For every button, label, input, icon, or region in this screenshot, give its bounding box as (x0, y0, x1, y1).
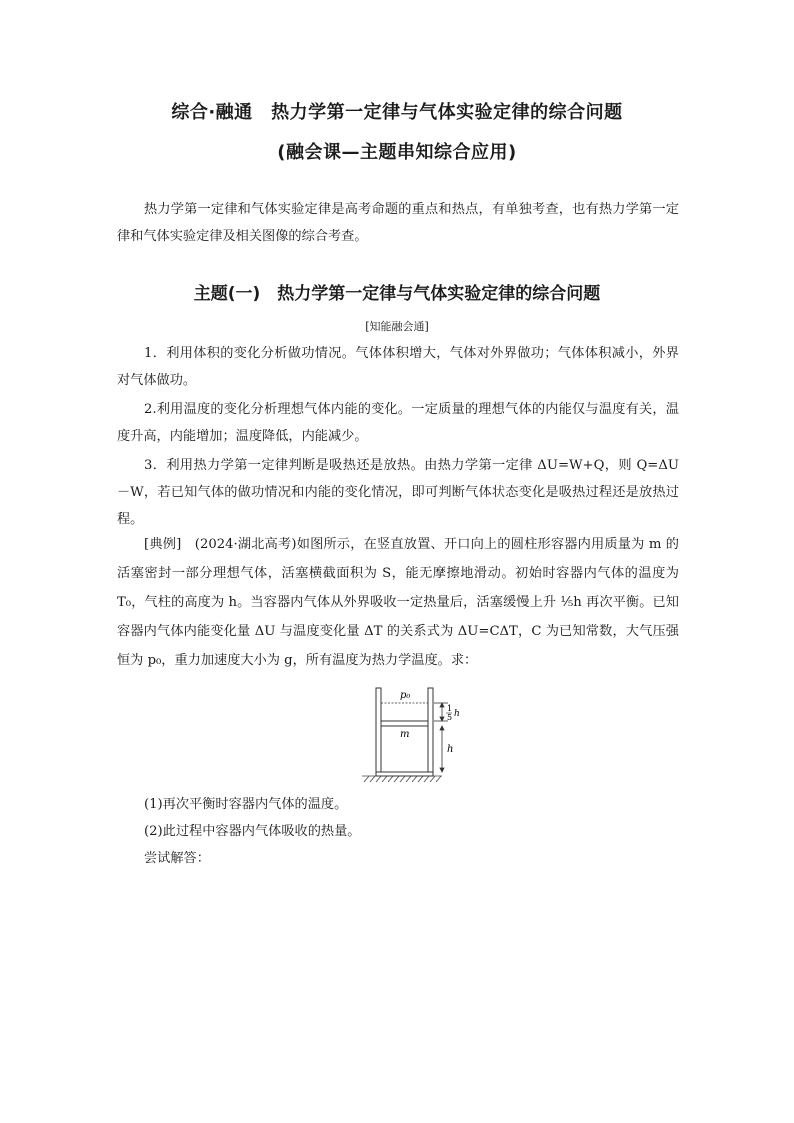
example-problem: [典例] (2024·湖北高考)如图所示，在竖直放置、开口向上的圆柱形容器内用质量为 m 的活塞密封一部分理想气体，活塞横截面积为 S，能无摩擦地滑动。初始时容器内气体的温度为 T₀，气柱的高度为 h。当容器内气体从外界吸收一定热量后，活塞缓慢上升 ⅕h 再次平衡。已知容器内气体内能变化量 ΔU 与温度变化量 ΔT 的关系式为 ΔU=CΔT，C 为已知常数，大气压强恒为 p₀，重力加速度大小为 g，所有温度为热力学温度。求： (117, 537, 679, 668)
label-frac-num: 1 (447, 704, 453, 713)
container-left-wall (376, 688, 381, 776)
label-p0: p₀ (400, 690, 411, 701)
page-subtitle: (融会课—主题串知综合应用) (277, 142, 517, 163)
ground-hatch (362, 776, 442, 782)
container-piston-figure (356, 686, 476, 786)
question-1: (1)再次平衡时容器内气体的温度。 (144, 797, 348, 812)
point-1: 1．利用体积的变化分析做功情况。气体体积增大，气体对外界做功；气体体积减小，外界对气体做功。 (117, 346, 679, 388)
page-title: 综合·融通 热力学第一定律与气体实验定律的综合问题 (171, 102, 623, 123)
label-h: h (447, 744, 454, 755)
intro-paragraph: 热力学第一定律和气体实验定律是高考命题的重点和热点，有单独考查，也有热力学第一定律和气体实验定律及相关图像的综合考查。 (117, 202, 679, 244)
label-m: m (400, 729, 410, 740)
point-3: 3．利用热力学第一定律判断是吸热还是放热。由热力学第一定律 ΔU=W+Q，则 Q=ΔU－W，若已知气体的做功情况和内能的变化情况，即可判断气体状态变化是吸热过程还是放热过程。 (117, 458, 679, 527)
dimension-arrows (434, 703, 448, 772)
answer-prompt: 尝试解答： (144, 851, 210, 866)
label-frac-den: 5 (447, 713, 453, 722)
point-2: 2.利用温度的变化分析理想气体内能的变化。一定质量的理想气体的内能仅与温度有关，温度升高，内能增加；温度降低，内能减少。 (117, 402, 679, 444)
container-right-wall (428, 688, 433, 776)
topic-heading: 主题(一) 热力学第一定律与气体实验定律的综合问题 (193, 284, 601, 304)
section-label: [知能融会通] (365, 320, 429, 333)
piston (381, 721, 428, 726)
question-2: (2)此过程中容器内气体吸收的热量。 (144, 824, 361, 839)
container-bottom (376, 772, 433, 776)
label-frac-h: h (454, 709, 460, 719)
